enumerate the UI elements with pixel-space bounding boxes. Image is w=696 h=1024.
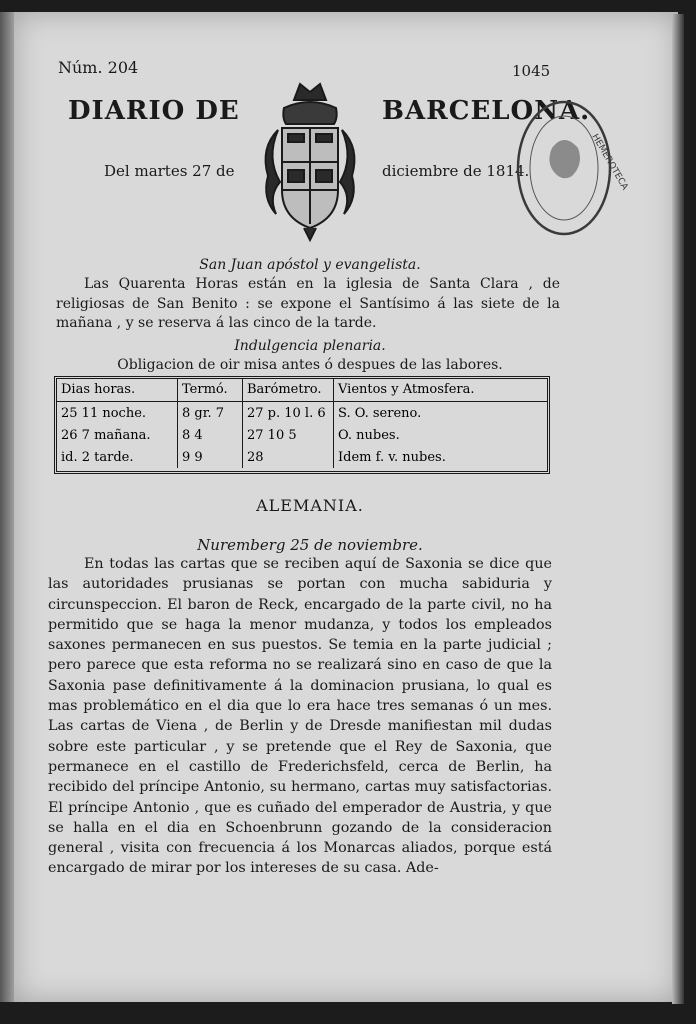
weather-table-header (57, 379, 547, 402)
article-body: En todas las cartas que se reciben aquí de Saxonia se dice que las autoridades prusianas se portan con mucha sabiduria y circunspeccion. El baron de Reck, encargado de la parte civil, no ha permitido que se haga la menor mudanza, y todos los empleados saxones permanecen en sus puestos. Se temia en la parte judicial ; pero parece que esta reforma no se realizará sino en caso de que la Saxonia pase definitivamente á la dominacion prusiana, lo qual es mas problemático en el dia que lo era hace tres semanas ó un mes. Las cartas de Viena , de Berlin y de Dresde manifiestan mil dudas sobre este particular , y se pretende que el Rey de Saxonia, que permanece en el castillo de Frederichsfeld, cerca de Berlin, ha recibido del príncipe Antonio, su hermano, cartas muy satisfactorias. El príncipe Antonio , que es cuñado del emperador de Austria, y que se halla en el dia en Schoenbrunn gozando de la consideracion general , visita con frecuencia á los Monarcas aliados, porque está encargado de mirar por los intereses de su casa. Ade- (48, 556, 552, 877)
weather-table (54, 376, 550, 474)
page-number: 1045 (512, 62, 551, 80)
page-edge (672, 14, 684, 1004)
table-cell: 26 7 mañana. (61, 427, 151, 443)
table-row (57, 424, 547, 446)
section-heading: ALEMANIA. (256, 496, 364, 515)
table-cell: 27 p. 10 l. 6 (243, 402, 334, 425)
table-cell: 8 gr. 7 (178, 402, 243, 425)
table-cell: O. nubes. (334, 424, 548, 446)
table-row (57, 402, 547, 425)
issue-number: Núm. 204 (58, 58, 139, 77)
table-cell: 27 10 5 (243, 424, 334, 446)
mass-obligation: Obligacion de oir misa antes ó despues de las labores. (117, 357, 503, 373)
column-header: Vientos y Atmosfera. (334, 379, 548, 402)
masthead-title-left: DIARIO DE (68, 96, 240, 126)
coat-of-arms-icon (254, 78, 366, 242)
stamp-text: HEMEROTECA (589, 132, 630, 192)
table-cell: 28 (243, 446, 334, 468)
table-cell: 9 9 (178, 446, 243, 468)
issue-date-right: diciembre de 1814. (382, 162, 530, 180)
article-dateline: Nuremberg 25 de noviembre. (197, 536, 423, 554)
column-header: Dias horas. (57, 379, 178, 402)
column-header: Termó. (178, 379, 243, 402)
table-cell: Idem f. v. nubes. (334, 446, 548, 468)
table-cell: S. O. sereno. (334, 402, 548, 425)
table-cell: 8 4 (178, 424, 243, 446)
masthead-title-right: BARCELONA. (382, 96, 591, 126)
table-cell: id. 2 tarde. (61, 449, 134, 465)
issue-date-left: Del martes 27 de (104, 162, 235, 180)
forty-hours-notice: Las Quarenta Horas están en la iglesia de Santa Clara , de religiosas de San Benito : se expone el Santísimo á las siete de la mañana , y se reserva á las cinco de la tarde. (56, 276, 560, 331)
saint-of-the-day: San Juan apóstol y evangelista. (199, 257, 421, 273)
table-cell: 25 11 noche. (61, 405, 147, 421)
column-header: Barómetro. (243, 379, 334, 402)
table-row (57, 446, 547, 468)
library-stamp (512, 96, 630, 240)
indulgence-notice: Indulgencia plenaria. (234, 338, 386, 354)
